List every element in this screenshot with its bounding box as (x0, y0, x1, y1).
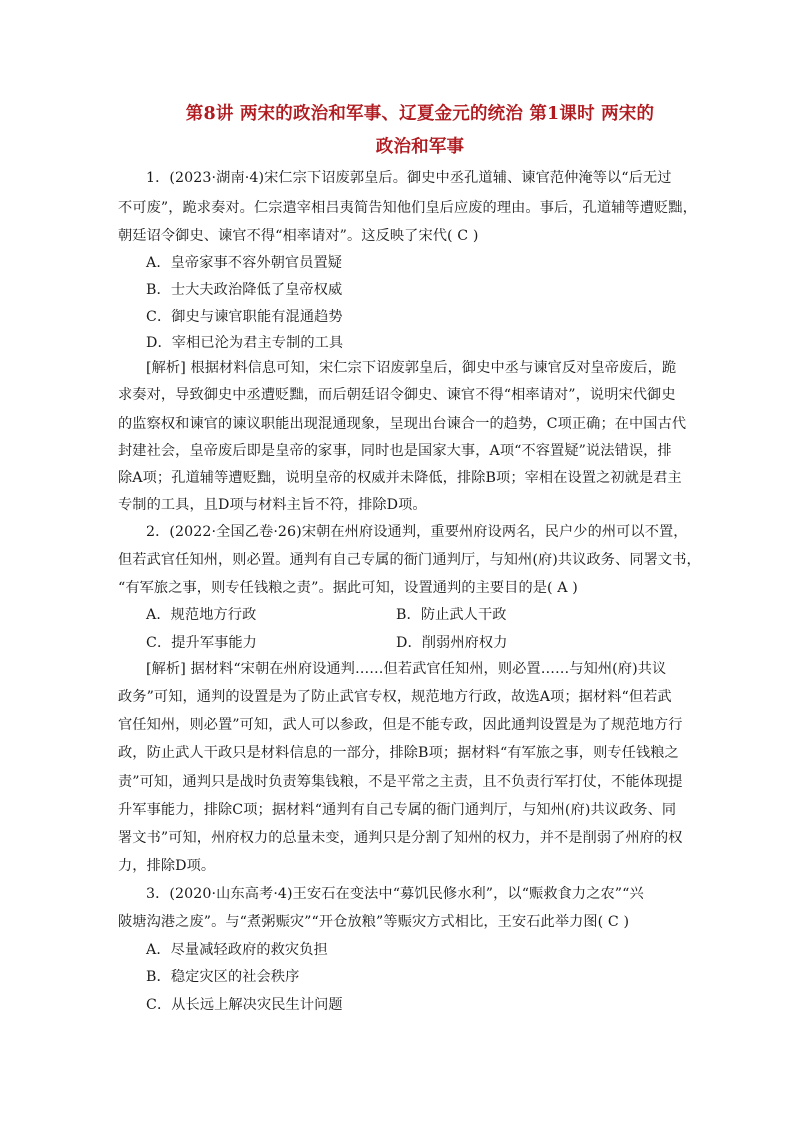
question-2-analysis: 责”可知，通判只是战时负责筹集钱粮，不是平常之主责，且不负责行军打仗，不能体现提 (118, 774, 683, 790)
question-1-analysis: 专制的工具，且D项与材料主旨不符，排除D项。 (118, 497, 427, 513)
question-2-option-a: A．规范地方行政 (146, 607, 257, 623)
question-1-analysis: [解析] 根据材料信息可知，宋仁宗下诏废郭皇后，御史中丞与谏官反对皇帝废后，跪 (146, 360, 677, 376)
question-3-option-c: C．从长远上解决灾民生计问题 (146, 997, 343, 1013)
question-2-analysis: 政，防止武人干政只是材料信息的一部分，排除B项；据材料“有军旅之事，则专任钱粮之 (118, 745, 679, 761)
question-2-analysis: 力，排除D项。 (118, 858, 216, 874)
question-3-stem: 陂塘沟港之废”。与“煮粥赈灾”“开仓放粮”等赈灾方式相比，王安石此举力图( C ) (118, 914, 630, 930)
question-3-stem: 3．(2020·山东高考·4)王安石在变法中“募饥民修水利”，以“赈救食力之农”“兴 (146, 886, 644, 902)
question-1-option-d: D．宰相已沦为君主专制的工具 (146, 335, 344, 351)
question-1-option-b: B．士大夫政治降低了皇帝权威 (146, 282, 343, 298)
question-1-stem: 朝廷诏令御史、谏官不得“相率请对”。这反映了宋代( C ) (118, 228, 479, 244)
question-1-option-c: C．御史与谏官职能有混通趋势 (146, 309, 343, 325)
question-1-analysis: 求奏对，导致御史中丞遭贬黜，而后朝廷诏令御史、谏官不得“相率请对”，说明宋代御史 (118, 387, 676, 403)
question-3-option-b: B．稳定灾区的社会秩序 (146, 969, 300, 985)
question-1-analysis: 除A项；孔道辅等遭贬黜，说明皇帝的权威并未降低，排除B项；宰相在设置之初就是君主 (118, 470, 682, 486)
question-2-analysis: 官任知州，则必置”可知，武人可以参政，但是不能专政，因此通判设置是为了规范地方行 (118, 717, 683, 733)
page-title-continued: 政治和军事 (375, 137, 465, 157)
question-1-analysis: 封建社会，皇帝废后即是皇帝的家事，同时也是国家大事，A项“不容置疑”说法错误，排 (118, 443, 672, 459)
page-title: 第8讲 两宋的政治和军事、辽夏金元的统治 第1课时 两宋的 (185, 104, 655, 124)
question-3-option-a: A．尽量减轻政府的救灾负担 (146, 942, 328, 958)
question-2-analysis: 政务”可知，通判的设置是为了防止武官专权，规范地方行政，故选A项；据材料“但若武 (118, 689, 672, 705)
question-2-stem: 2．(2022·全国乙卷·26)宋朝在州府设通判，重要州府设两名，民户少的州可以不置， (146, 524, 688, 540)
question-2-analysis: [解析] 据材料“宋朝在州府设通判……但若武官任知州，则必置……与知州(府)共议 (146, 661, 667, 677)
question-2-option-d: D．削弱州府权力 (396, 635, 508, 651)
question-1-option-a: A．皇帝家事不容外朝官员置疑 (146, 255, 343, 271)
question-2-stem: 但若武官任知州，则必置。通判有自己专属的衙门通判厅，与知州(府)共议政务、同署文书， (118, 552, 701, 568)
question-2-stem: “有军旅之事，则专任钱粮之责”。据此可知，设置通判的主要目的是( A ) (118, 580, 578, 596)
question-1-stem: 1．(2023·湖南·4)宋仁宗下诏废郭皇后。御史中丞孔道辅、谏官范仲淹等以“后无过 (146, 170, 672, 186)
question-1-stem: 不可废”，跪求奏对。仁宗遣宰相吕夷简告知他们皇后应废的理由。事后，孔道辅等遭贬黜， (118, 200, 697, 216)
question-2-option-c: C．提升军事能力 (146, 635, 257, 651)
question-2-analysis: 升军事能力，排除C项；据材料“通判有自己专属的衙门通判厅，与知州(府)共议政务、同 (118, 802, 677, 818)
question-2-option-b: B．防止武人干政 (396, 607, 507, 623)
question-2-analysis: 署文书”可知，州府权力的总量未变，通判只是分割了知州的权力，并不是削弱了州府的权 (118, 830, 683, 846)
question-1-analysis: 的监察权和谏官的谏议职能出现混通现象，呈现出台谏合一的趋势，C项正确；在中国古代 (118, 416, 687, 432)
